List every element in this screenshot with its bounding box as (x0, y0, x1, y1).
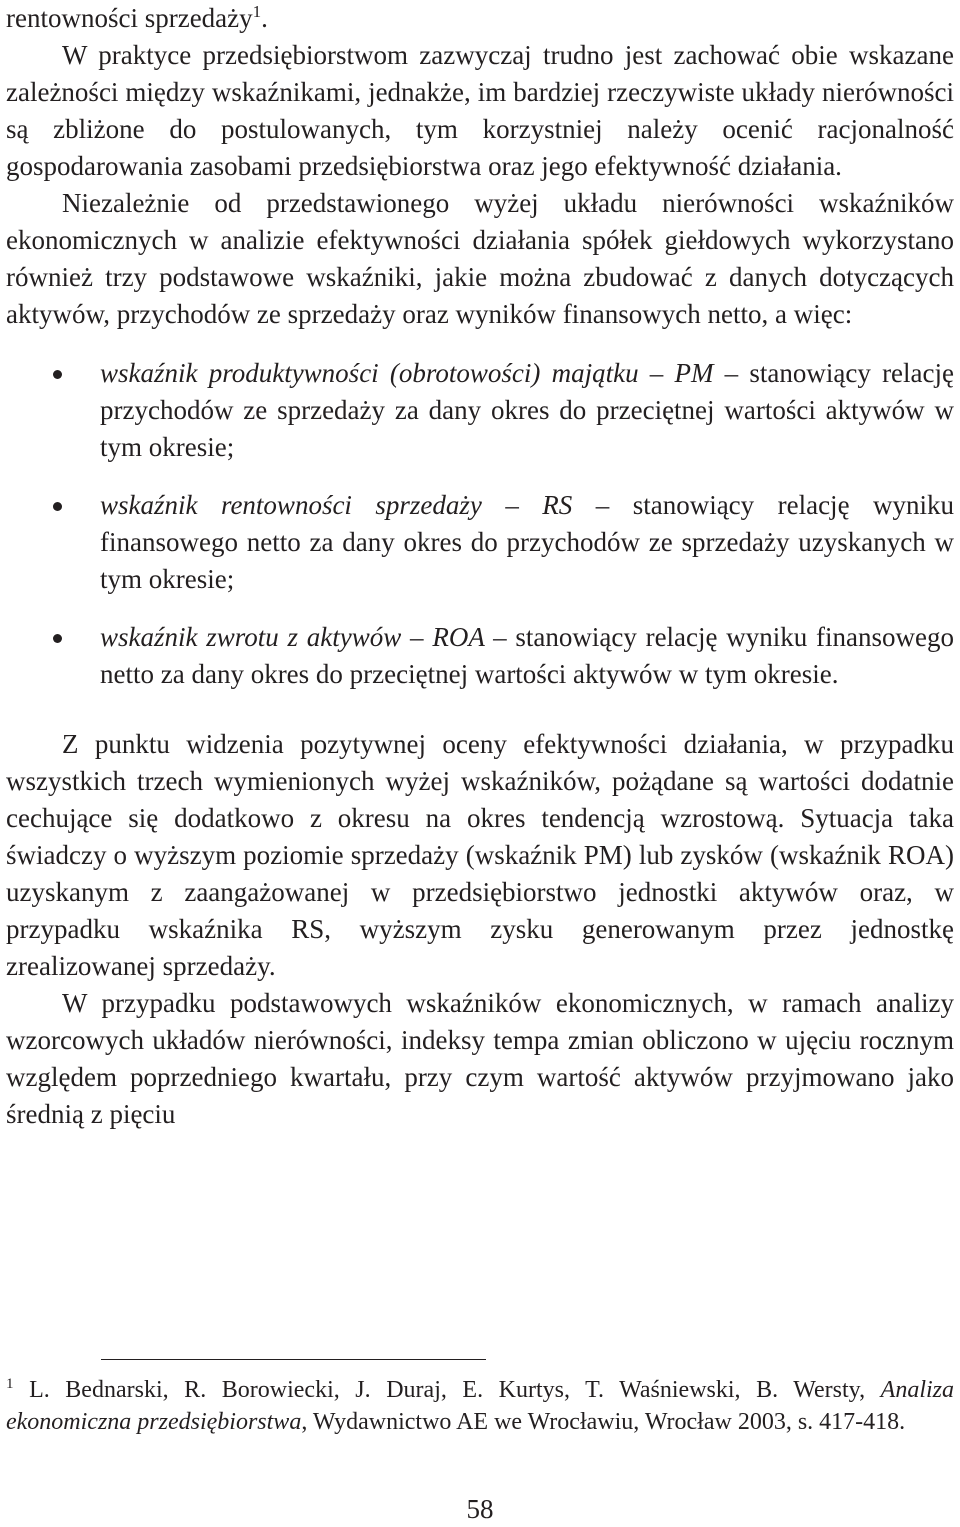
footnote-publisher: , Wydawnictwo AE we Wrocławiu, Wrocław 2003, s. 417-418. (301, 1409, 906, 1435)
list-item-roa (6, 619, 954, 693)
paragraph-evaluation: Z punktu widzenia pozytywnej oceny efektywności działania, w przypadku wszystkich trzech wymienionych wyżej wskaźników, pożądane są wartości dodatnie cechujące się dodatkowo z okresu na okres tendencją wzrostową. Sytuacja taka świadczy o wyższym poziomie sprzedaży (wskaźnik PM) lub zysków (wskaźnik ROA) uzyskanym z zaangażowanej w przedsiębiorstwo jednostki aktywów oraz, w przypadku wskaźnika RS, wyższym zysku generowanym przez jednostkę zrealizowanej sprzedaży. (6, 729, 954, 981)
top-fragment-period: . (261, 3, 268, 33)
indicator-term: wskaźnik rentowności sprzedaży – RS – (100, 490, 610, 520)
indicator-term: wskaźnik produktywności (obrotowości) majątku – PM – (100, 358, 739, 388)
footnote (6, 1374, 954, 1438)
indicator-list (6, 355, 954, 693)
indicator-term: wskaźnik zwrotu z aktywów – ROA – (100, 622, 507, 652)
paragraph-practice: W praktyce przedsiębiorstwom zazwyczaj trudno jest zachować obie wskazane zależności między wskaźnikami, jednakże, im bardziej rzeczywiste układy nierówności są zbliżone do postulowanych, tym korzystniej należy ocenić racjonalność gospodarowania zasobami przedsiębiorstwa oraz jego efektywność działania. (6, 40, 954, 181)
bullet-icon (53, 634, 62, 643)
paragraph-indicators-intro: Niezależnie od przedstawionego wyżej układu nierówności wskaźników ekonomicznych w analizie efektywności działania spółek giełdowych wykorzystano również trzy podstawowe wskaźniki, jakie można zbudować z danych dotyczących aktywów, przychodów ze sprzedaży oraz wyników finansowych netto, a więc: (6, 188, 954, 329)
list-item-pm (6, 355, 954, 466)
paragraph-methodology: W przypadku podstawowych wskaźników ekonomicznych, w ramach analizy wzorcowych układów nierówności, indeksy tempa zmian obliczono w ujęciu rocznym względem poprzedniego kwartału, przy czym wartość aktywów przyjmowano jako średnią z pięciu (6, 988, 954, 1129)
footnote-reference[interactable]: 1 (252, 2, 262, 21)
page-number: 58 (466, 1494, 494, 1524)
footnote-separator (101, 1359, 486, 1360)
top-fragment-text: rentowności sprzedaży (6, 3, 253, 33)
footnote-title: Analiza ekonomiczna przedsiębiorstwa (6, 1377, 954, 1435)
footnote-authors: L. Bednarski, R. Borowiecki, J. Duraj, E. Kurtys, T. Waśniewski, B. Wersty, (13, 1377, 881, 1403)
bullet-icon (53, 502, 62, 511)
top-fragment (6, 0, 954, 37)
bullet-icon (53, 370, 62, 379)
indicator-description: stanowiący relację przychodów ze sprzedaży za dany okres do przeciętnej wartości aktywów w tym okresie; (100, 358, 954, 462)
indicator-description: stanowiący relację wyniku finansowego netto za dany okres do przychodów ze sprzedaży uzyskanych w tym okresie; (100, 490, 954, 594)
list-item-rs (6, 487, 954, 598)
indicator-description: stanowiący relację wyniku finansowego netto za dany okres do przeciętnej wartości aktywów w tym okresie. (100, 622, 955, 689)
footnote-mark: 1 (6, 1376, 14, 1392)
document-page (6, 0, 954, 1133)
